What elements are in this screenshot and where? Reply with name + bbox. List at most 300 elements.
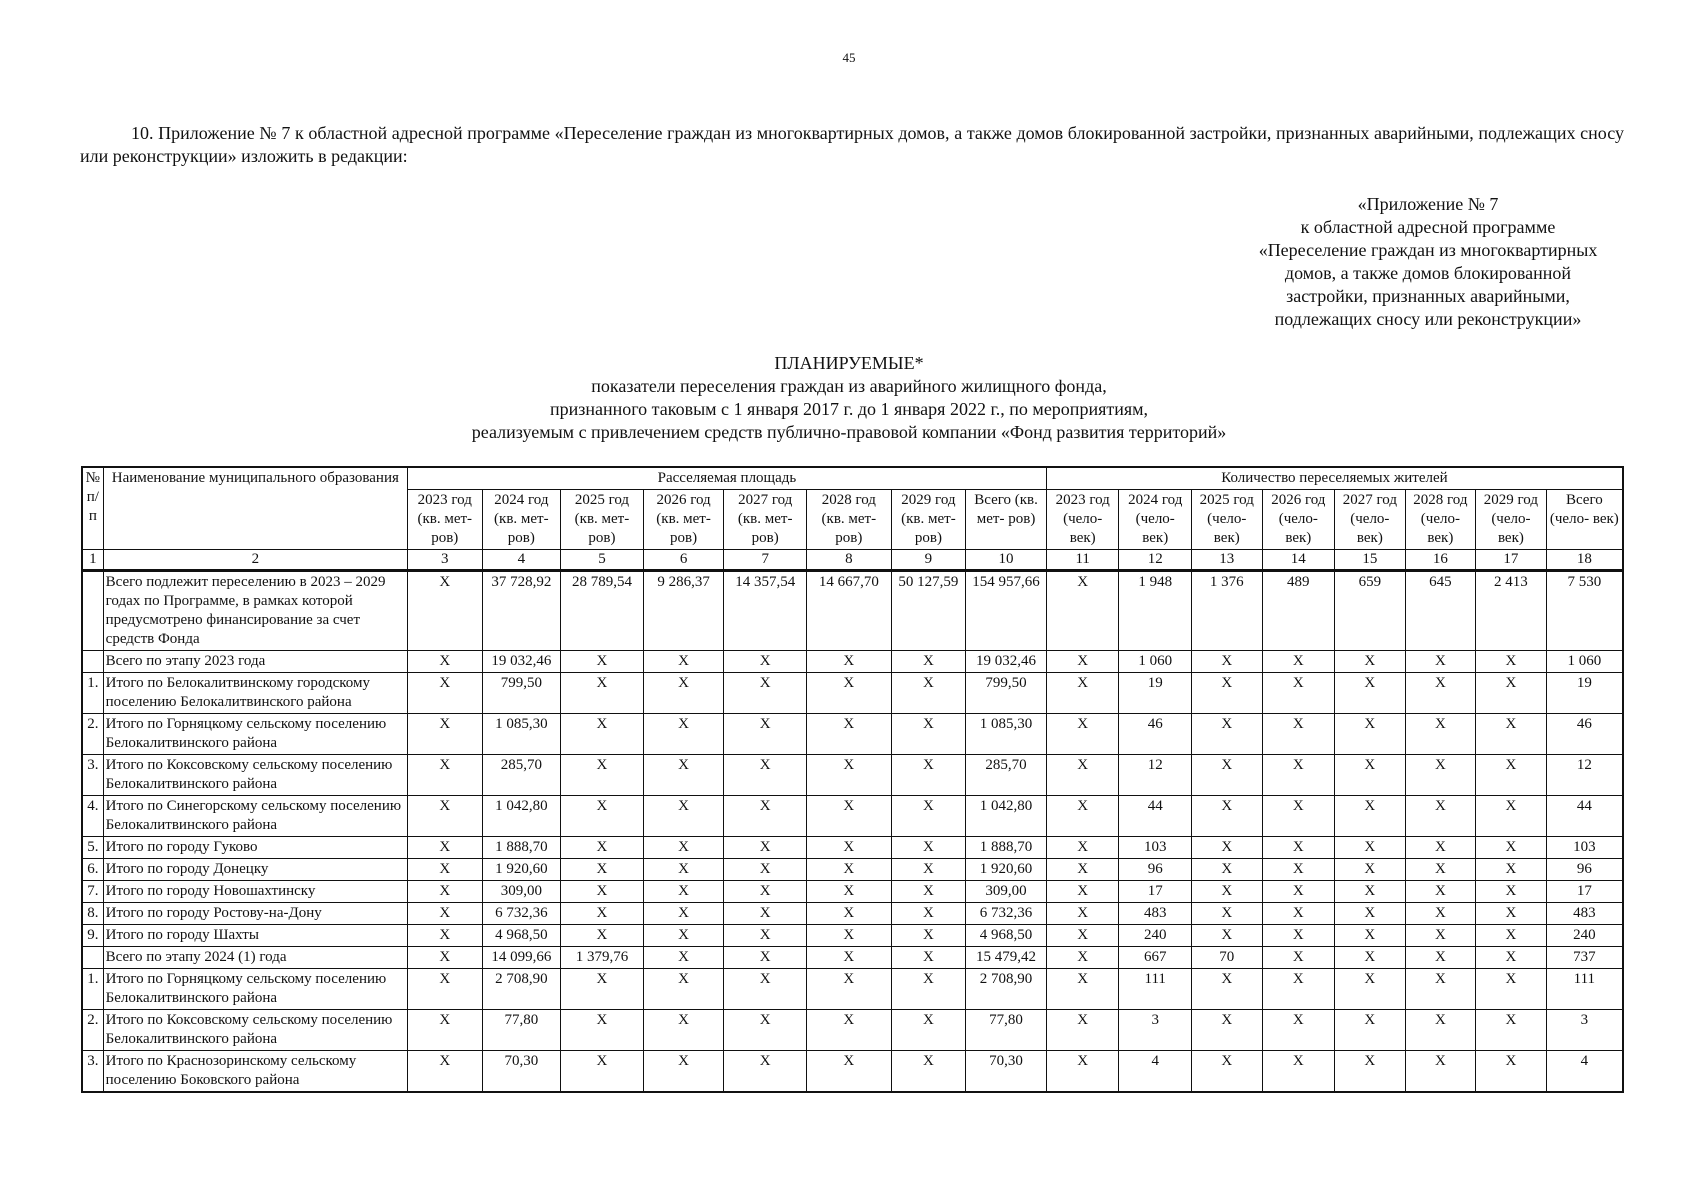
row-value: Х xyxy=(561,859,644,881)
row-number: 3. xyxy=(82,755,103,796)
row-value: Х xyxy=(407,673,482,714)
row-value: 96 xyxy=(1546,859,1623,881)
row-value: Х xyxy=(1476,859,1547,881)
appendix-header xyxy=(1228,193,1628,331)
row-value: Х xyxy=(1262,1051,1335,1093)
row-value: Х xyxy=(407,837,482,859)
row-value: 483 xyxy=(1546,903,1623,925)
row-value: 12 xyxy=(1546,755,1623,796)
row-value: 240 xyxy=(1119,925,1192,947)
column-number-cell: 14 xyxy=(1262,550,1335,571)
row-value: Х xyxy=(1192,673,1263,714)
title-heading: ПЛАНИРУЕМЫЕ* xyxy=(774,353,924,373)
row-value: 77,80 xyxy=(482,1010,561,1051)
row-value: 19 032,46 xyxy=(482,651,561,673)
row-value: Х xyxy=(1476,651,1547,673)
row-value: 489 xyxy=(1262,571,1335,651)
row-value: Х xyxy=(724,714,807,755)
column-number-cell: 2 xyxy=(103,550,407,571)
row-value: Х xyxy=(1046,651,1119,673)
row-value: 2 708,90 xyxy=(966,969,1047,1010)
row-value: 103 xyxy=(1119,837,1192,859)
row-value: Х xyxy=(1405,925,1476,947)
row-value: 44 xyxy=(1119,796,1192,837)
row-value: Х xyxy=(407,714,482,755)
row-value: Х xyxy=(807,881,892,903)
row-value: Х xyxy=(891,881,966,903)
row-name: Итого по Краснозоринскому сельскому поселению Боковского района xyxy=(103,1051,407,1093)
row-value: Х xyxy=(807,903,892,925)
row-value: 17 xyxy=(1119,881,1192,903)
header-no: № п/п xyxy=(82,467,103,550)
row-name: Итого по Горняцкому сельскому поселению Белокалитвинского района xyxy=(103,969,407,1010)
row-value: Х xyxy=(1262,714,1335,755)
row-value: Х xyxy=(643,925,724,947)
row-value: Х xyxy=(1192,1010,1263,1051)
row-value: Х xyxy=(407,903,482,925)
row-number: 5. xyxy=(82,837,103,859)
row-value: Х xyxy=(1335,837,1406,859)
row-value: Х xyxy=(1405,755,1476,796)
column-number-cell: 15 xyxy=(1335,550,1406,571)
row-value: Х xyxy=(1262,673,1335,714)
row-name: Итого по городу Шахты xyxy=(103,925,407,947)
row-value: Х xyxy=(1262,881,1335,903)
row-value: 3 xyxy=(1546,1010,1623,1051)
row-value: Х xyxy=(561,1010,644,1051)
table-row xyxy=(82,947,1623,969)
row-value: 77,80 xyxy=(966,1010,1047,1051)
row-value: Х xyxy=(407,947,482,969)
header-people-col: 2028 год (чело- век) xyxy=(1405,490,1476,550)
column-number-cell: 18 xyxy=(1546,550,1623,571)
row-value: Х xyxy=(807,673,892,714)
row-value: Х xyxy=(891,651,966,673)
row-value: Х xyxy=(1476,903,1547,925)
row-name: Итого по Коксовскому сельскому поселению Белокалитвинского района xyxy=(103,1010,407,1051)
header-people-col: 2024 год (чело- век) xyxy=(1119,490,1192,550)
row-number: 2. xyxy=(82,714,103,755)
table-row xyxy=(82,755,1623,796)
row-value: Х xyxy=(1476,969,1547,1010)
row-value: Х xyxy=(561,1051,644,1093)
column-number-cell: 13 xyxy=(1192,550,1263,571)
appendix-line: застройки, признанных аварийными, xyxy=(1286,286,1570,306)
header-people-col: Всего (чело- век) xyxy=(1546,490,1623,550)
row-value: 70 xyxy=(1192,947,1263,969)
header-area-col: 2025 год (кв. мет- ров) xyxy=(561,490,644,550)
row-value: Х xyxy=(407,925,482,947)
column-number-cell: 10 xyxy=(966,550,1047,571)
row-value: Х xyxy=(1046,903,1119,925)
row-number xyxy=(82,571,103,651)
row-value: 12 xyxy=(1119,755,1192,796)
row-value: Х xyxy=(807,1051,892,1093)
table-row xyxy=(82,881,1623,903)
column-number-row xyxy=(82,550,1623,571)
row-value: Х xyxy=(1262,837,1335,859)
appendix-line: «Приложение № 7 xyxy=(1357,194,1499,214)
row-number: 2. xyxy=(82,1010,103,1051)
row-value: 1 060 xyxy=(1546,651,1623,673)
row-value: Х xyxy=(724,859,807,881)
row-value: Х xyxy=(1335,859,1406,881)
header-area-col: 2027 год (кв. мет- ров) xyxy=(724,490,807,550)
row-value: Х xyxy=(1405,714,1476,755)
row-value: 4 968,50 xyxy=(966,925,1047,947)
row-value: Х xyxy=(1192,925,1263,947)
header-people-col: 2029 год (чело- век) xyxy=(1476,490,1547,550)
row-name: Итого по городу Новошахтинску xyxy=(103,881,407,903)
row-value: 1 920,60 xyxy=(482,859,561,881)
header-people-col: 2025 год (чело- век) xyxy=(1192,490,1263,550)
row-value: 46 xyxy=(1546,714,1623,755)
row-value: Х xyxy=(1046,969,1119,1010)
row-value: Х xyxy=(407,796,482,837)
row-value: 1 888,70 xyxy=(966,837,1047,859)
appendix-line: подлежащих сносу или реконструкции» xyxy=(1274,309,1582,329)
row-number xyxy=(82,947,103,969)
row-value: Х xyxy=(643,881,724,903)
header-area-col: 2023 год (кв. мет- ров) xyxy=(407,490,482,550)
row-name: Итого по Коксовскому сельскому поселению Белокалитвинского района xyxy=(103,755,407,796)
row-value: Х xyxy=(807,969,892,1010)
row-value: Х xyxy=(1262,859,1335,881)
row-value: Х xyxy=(561,969,644,1010)
header-people-group: Количество переселяемых жителей xyxy=(1046,467,1623,490)
row-value: Х xyxy=(1405,1051,1476,1093)
row-value: Х xyxy=(724,925,807,947)
row-value: 1 042,80 xyxy=(966,796,1047,837)
row-value: Х xyxy=(1046,673,1119,714)
row-value: 645 xyxy=(1405,571,1476,651)
table-row xyxy=(82,903,1623,925)
row-value: 2 708,90 xyxy=(482,969,561,1010)
row-value: 14 099,66 xyxy=(482,947,561,969)
row-name: Итого по городу Донецку xyxy=(103,859,407,881)
row-value: Х xyxy=(561,837,644,859)
row-value: Х xyxy=(1405,903,1476,925)
row-value: Х xyxy=(1335,1051,1406,1093)
header-people-col: 2027 год (чело- век) xyxy=(1335,490,1406,550)
row-number xyxy=(82,651,103,673)
row-value: Х xyxy=(407,969,482,1010)
row-value: Х xyxy=(1405,947,1476,969)
row-value: Х xyxy=(724,755,807,796)
row-value: Х xyxy=(1476,796,1547,837)
row-name: Итого по городу Гуково xyxy=(103,837,407,859)
row-value: Х xyxy=(891,1051,966,1093)
row-value: Х xyxy=(561,796,644,837)
header-row-groups xyxy=(82,467,1623,490)
row-value: Х xyxy=(1046,925,1119,947)
column-number-cell: 16 xyxy=(1405,550,1476,571)
row-value: Х xyxy=(1192,881,1263,903)
row-value: Х xyxy=(643,969,724,1010)
header-people-col: 2023 год (чело- век) xyxy=(1046,490,1119,550)
row-value: 1 920,60 xyxy=(966,859,1047,881)
row-value: 6 732,36 xyxy=(482,903,561,925)
row-number: 6. xyxy=(82,859,103,881)
header-area-group: Расселяемая площадь xyxy=(407,467,1046,490)
row-value: Х xyxy=(1335,714,1406,755)
row-value: Х xyxy=(807,859,892,881)
document-title xyxy=(0,352,1698,444)
row-value: Х xyxy=(643,903,724,925)
row-value: Х xyxy=(1046,1010,1119,1051)
row-value: Х xyxy=(407,571,482,651)
row-name: Итого по Синегорскому сельскому поселению Белокалитвинского района xyxy=(103,796,407,837)
row-value: 4 968,50 xyxy=(482,925,561,947)
table-row xyxy=(82,1010,1623,1051)
row-value: Х xyxy=(561,925,644,947)
row-value: Х xyxy=(724,881,807,903)
row-value: Х xyxy=(724,903,807,925)
row-value: Х xyxy=(1262,755,1335,796)
row-value: Х xyxy=(561,714,644,755)
table-row xyxy=(82,969,1623,1010)
table-row xyxy=(82,651,1623,673)
row-value: Х xyxy=(1046,947,1119,969)
column-number-cell: 3 xyxy=(407,550,482,571)
row-value: Х xyxy=(1335,925,1406,947)
row-value: Х xyxy=(1335,796,1406,837)
row-value: Х xyxy=(561,651,644,673)
row-value: Х xyxy=(1192,796,1263,837)
row-value: Х xyxy=(561,755,644,796)
table-row xyxy=(82,673,1623,714)
row-value: 7 530 xyxy=(1546,571,1623,651)
row-value: 1 085,30 xyxy=(482,714,561,755)
column-number-cell: 7 xyxy=(724,550,807,571)
row-value: Х xyxy=(1335,755,1406,796)
row-value: 737 xyxy=(1546,947,1623,969)
row-value: 4 xyxy=(1546,1051,1623,1093)
row-value: Х xyxy=(807,1010,892,1051)
row-value: Х xyxy=(1335,651,1406,673)
row-value: Х xyxy=(807,925,892,947)
title-line: признанного таковым с 1 января 2017 г. до 1 января 2022 г., по мероприятиям, xyxy=(549,399,1149,419)
row-value: Х xyxy=(1192,1051,1263,1093)
row-value: 1 888,70 xyxy=(482,837,561,859)
column-number-cell: 17 xyxy=(1476,550,1547,571)
row-value: Х xyxy=(1046,837,1119,859)
table-row xyxy=(82,925,1623,947)
title-line: реализуемым с привлечением средств публично-правовой компании «Фонд развития территорий» xyxy=(471,422,1227,442)
table-row xyxy=(82,571,1623,651)
row-value: Х xyxy=(643,673,724,714)
row-value: 1 376 xyxy=(1192,571,1263,651)
row-value: 37 728,92 xyxy=(482,571,561,651)
row-value: Х xyxy=(1476,925,1547,947)
table-row xyxy=(82,859,1623,881)
row-value: 44 xyxy=(1546,796,1623,837)
row-value: Х xyxy=(1192,651,1263,673)
row-value: Х xyxy=(807,796,892,837)
row-value: Х xyxy=(724,796,807,837)
row-value: Х xyxy=(891,925,966,947)
row-value: Х xyxy=(1335,1010,1406,1051)
row-value: 240 xyxy=(1546,925,1623,947)
row-value: Х xyxy=(1476,673,1547,714)
header-name: Наименование муниципального образования xyxy=(103,467,407,550)
column-number-cell: 12 xyxy=(1119,550,1192,571)
row-value: Х xyxy=(1046,571,1119,651)
row-value: Х xyxy=(561,903,644,925)
row-value: Х xyxy=(1192,755,1263,796)
row-value: 19 032,46 xyxy=(966,651,1047,673)
row-value: 17 xyxy=(1546,881,1623,903)
row-value: Х xyxy=(407,651,482,673)
row-value: Х xyxy=(1262,925,1335,947)
row-value: 1 060 xyxy=(1119,651,1192,673)
row-value: Х xyxy=(643,837,724,859)
row-value: Х xyxy=(1405,837,1476,859)
row-value: Х xyxy=(407,1010,482,1051)
row-value: 3 xyxy=(1119,1010,1192,1051)
row-value: Х xyxy=(1405,1010,1476,1051)
row-value: 19 xyxy=(1119,673,1192,714)
header-people-col: 2026 год (чело- век) xyxy=(1262,490,1335,550)
row-value: 4 xyxy=(1119,1051,1192,1093)
row-value: Х xyxy=(724,1051,807,1093)
row-value: Х xyxy=(1046,714,1119,755)
row-number: 1. xyxy=(82,969,103,1010)
row-value: Х xyxy=(643,755,724,796)
row-value: Х xyxy=(1192,837,1263,859)
row-number: 1. xyxy=(82,673,103,714)
intro-paragraph: 10. Приложение № 7 к областной адресной программе «Переселение граждан из многоквартирных домов, а также домов блокированной застройки, признанных аварийными, подлежащих сносу или реконструкции» изложить в редакции: xyxy=(80,123,1624,166)
appendix-line: домов, а также домов блокированной xyxy=(1284,263,1572,283)
row-value: 2 413 xyxy=(1476,571,1547,651)
row-value: Х xyxy=(1262,1010,1335,1051)
row-value: Х xyxy=(891,837,966,859)
header-area-col: 2024 год (кв. мет- ров) xyxy=(482,490,561,550)
row-value: 70,30 xyxy=(966,1051,1047,1093)
column-number-cell: 9 xyxy=(891,550,966,571)
page-number: 45 xyxy=(842,50,856,65)
resettlement-table xyxy=(81,466,1624,1093)
row-value: 6 732,36 xyxy=(966,903,1047,925)
row-value: 111 xyxy=(1546,969,1623,1010)
row-value: Х xyxy=(1046,755,1119,796)
row-value: Х xyxy=(1262,903,1335,925)
row-value: Х xyxy=(643,651,724,673)
table-body xyxy=(82,571,1623,1093)
row-number: 4. xyxy=(82,796,103,837)
row-value: 9 286,37 xyxy=(643,571,724,651)
row-number: 3. xyxy=(82,1051,103,1093)
row-value: Х xyxy=(1476,881,1547,903)
row-value: Х xyxy=(1405,859,1476,881)
header-area-col: 2028 год (кв. мет- ров) xyxy=(807,490,892,550)
row-value: 285,70 xyxy=(966,755,1047,796)
row-value: Х xyxy=(1262,969,1335,1010)
column-number-cell: 11 xyxy=(1046,550,1119,571)
row-value: Х xyxy=(724,837,807,859)
row-value: 1 379,76 xyxy=(561,947,644,969)
row-value: Х xyxy=(407,755,482,796)
row-value: Х xyxy=(1262,947,1335,969)
row-value: Х xyxy=(1192,969,1263,1010)
row-name: Итого по городу Ростову-на-Дону xyxy=(103,903,407,925)
row-value: Х xyxy=(1192,859,1263,881)
row-name: Всего подлежит переселению в 2023 – 2029 годах по Программе, в рамках которой предусмотрено финансирование за счет средств Фонда xyxy=(103,571,407,651)
appendix-line: «Переселение граждан из многоквартирных xyxy=(1258,240,1598,260)
row-value: 103 xyxy=(1546,837,1623,859)
row-value: Х xyxy=(643,859,724,881)
column-number-cell: 1 xyxy=(82,550,103,571)
row-number: 8. xyxy=(82,903,103,925)
row-value: Х xyxy=(1046,796,1119,837)
row-value: Х xyxy=(407,881,482,903)
row-value: Х xyxy=(724,673,807,714)
row-name: Всего по этапу 2023 года xyxy=(103,651,407,673)
row-value: Х xyxy=(643,1051,724,1093)
row-value: Х xyxy=(891,796,966,837)
row-value: Х xyxy=(1262,651,1335,673)
row-value: Х xyxy=(1046,1051,1119,1093)
row-value: Х xyxy=(1476,947,1547,969)
row-value: Х xyxy=(561,881,644,903)
row-value: Х xyxy=(724,969,807,1010)
row-value: 1 042,80 xyxy=(482,796,561,837)
row-value: Х xyxy=(724,651,807,673)
row-value: Х xyxy=(724,1010,807,1051)
row-value: Х xyxy=(1192,903,1263,925)
row-value: Х xyxy=(1476,837,1547,859)
row-value: 799,50 xyxy=(482,673,561,714)
row-value: Х xyxy=(807,837,892,859)
row-value: Х xyxy=(807,947,892,969)
row-value: Х xyxy=(1335,673,1406,714)
row-name: Всего по этапу 2024 (1) года xyxy=(103,947,407,969)
row-value: Х xyxy=(807,714,892,755)
row-value: Х xyxy=(407,859,482,881)
row-value: Х xyxy=(1405,881,1476,903)
row-value: Х xyxy=(643,796,724,837)
header-area-col: 2029 год (кв. мет- ров) xyxy=(891,490,966,550)
table-row xyxy=(82,837,1623,859)
row-value: Х xyxy=(1405,796,1476,837)
row-value: Х xyxy=(1335,969,1406,1010)
row-value: 96 xyxy=(1119,859,1192,881)
row-name: Итого по Белокалитвинскому городскому поселению Белокалитвинского района xyxy=(103,673,407,714)
row-value: 309,00 xyxy=(482,881,561,903)
column-number-cell: 8 xyxy=(807,550,892,571)
column-number-cell: 5 xyxy=(561,550,644,571)
row-value: 799,50 xyxy=(966,673,1047,714)
column-number-cell: 4 xyxy=(482,550,561,571)
row-value: Х xyxy=(891,969,966,1010)
row-value: Х xyxy=(1262,796,1335,837)
row-value: 70,30 xyxy=(482,1051,561,1093)
header-area-col: Всего (кв. мет- ров) xyxy=(966,490,1047,550)
row-value: 1 948 xyxy=(1119,571,1192,651)
row-value: Х xyxy=(1046,859,1119,881)
row-number: 9. xyxy=(82,925,103,947)
row-value: 483 xyxy=(1119,903,1192,925)
row-value: Х xyxy=(1335,903,1406,925)
row-value: 111 xyxy=(1119,969,1192,1010)
row-value: 50 127,59 xyxy=(891,571,966,651)
table-row xyxy=(82,714,1623,755)
row-value: Х xyxy=(561,673,644,714)
row-value: 659 xyxy=(1335,571,1406,651)
title-line: показатели переселения граждан из аварийного жилищного фонда, xyxy=(591,376,1107,396)
row-value: Х xyxy=(807,651,892,673)
row-value: Х xyxy=(1476,1051,1547,1093)
